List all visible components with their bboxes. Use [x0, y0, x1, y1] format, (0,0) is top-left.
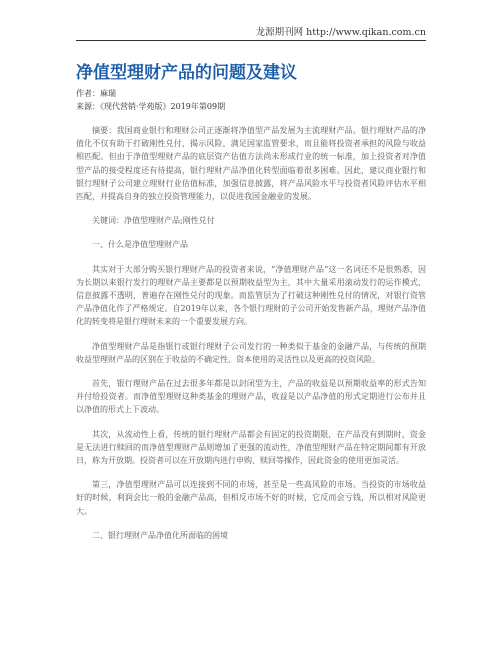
article-source: 来源：《现代营销·学苑版》2019年第09期: [76, 102, 226, 111]
section-heading-1: 一、什么是净值型理财产品: [92, 240, 188, 250]
paragraph: 首先，银行理财产品在过去很多年都是以封闭型为主，产品的收益是以预期收益率的形式告知并付给投资者。而净值型理财这种类基金的理财产品，收益是以产品净值的形式定期进行公布并且以净值的形式上下波动。: [76, 379, 426, 415]
abstract: 摘要：我国商业银行和理财公司正逐渐将净值型产品发展为主流理财产品。银行理财产品的净值化不仅有助于打破刚性兑付，揭示风险，满足国家监管要求，而且能将投资者承担的风险与收益相匹配。但由于净值型理财产品的底层资产估值方法尚未形成行业的统一标准，加上投资者对净值型产品的接受程度还有待提高，银行理财产品净值化转型面临着很多困难。因此，建议商业银行和银行理财子公司建立理财行业估值标准，加强信息披露，将产品风险水平与投资者风险评估水平相匹配，并提高自身的独立投资管理能力，以促进我国金融业的发展。: [76, 126, 426, 202]
paragraph: 其次，从流动性上看，传统的银行理财产品都会有固定的投资期限，在产品没有到期时，资金是无法进行赎回的而净值型理财产品则增加了更强的流动性，净值型理财产品在特定期间都有开放日，称为开放期。投资者可以在开放期内进行申购、赎回等操作，因此资金的使用更加灵活。: [76, 429, 426, 466]
paragraph: 净值型理财产品是指银行或银行理财子公司发行的一种类似于基金的金融产品，与传统的预期收益型理财产品的区别在于收益的不确定性、资本使用的灵活性以及更高的投资风险。: [76, 341, 426, 364]
article-author: 作者：麻瑞: [76, 89, 116, 98]
section-heading-2: 二、银行理财产品净值化所面临的困境: [92, 530, 228, 540]
paragraph: 其实对于大部分购买银行理财产品的投资者来说，“净值理财产品”这一名词还不是很熟悉，因为长期以来银行发行的理财产品主要都是以预期收益型为主，其中大量采用滚动发行的运作模式，信息披露不透明，普遍存在刚性兑付的现象。而监管层为了打破这种刚性兑付的情况，对银行资管产品净值化作了严格规定。自2019年以来，各个银行理财的子公司开始发售新产品，理财产品净值化的转变将是银行理财未来的一个重要发展方向。: [76, 264, 426, 327]
article-body: [76, 124, 426, 553]
site-header[interactable]: 龙源期刊网 http://www.qikan.com.cn: [255, 27, 426, 38]
paragraph: 第三，净值型理财产品可以连接到不同的市场，甚至是一些高风险的市场。当投资的市场收益好的时候，利润会比一般的金融产品高，但相反市场不好的时候，它反而会亏钱，所以相对风险更大。: [76, 480, 426, 516]
header-divider: [76, 40, 426, 41]
keywords: 关键词：净值型理财产品;刚性兑付: [92, 216, 215, 226]
article-title: 净值型理财产品的问题及建议: [76, 63, 297, 83]
